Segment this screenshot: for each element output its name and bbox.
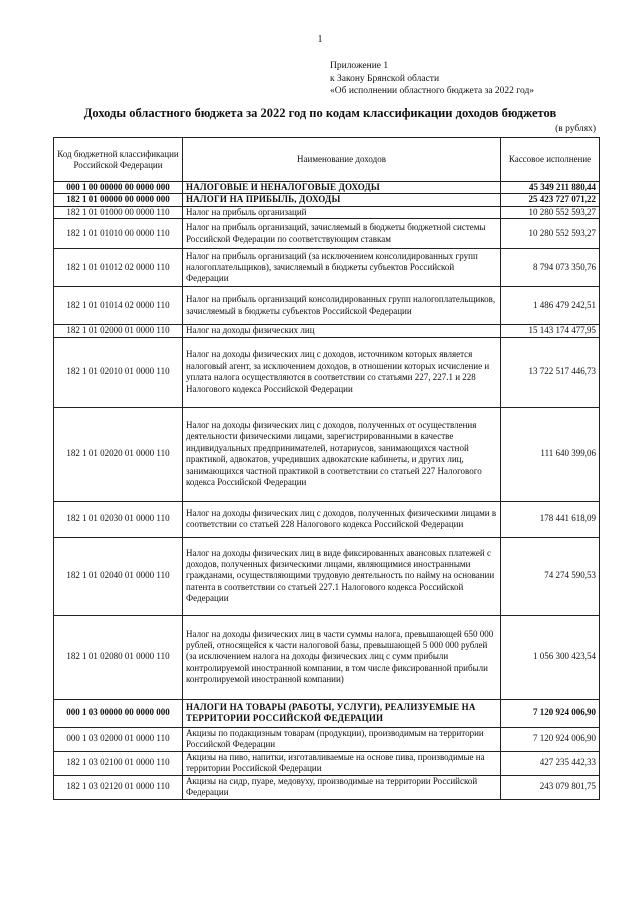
table-row: [54, 699, 600, 727]
row-code: 182 1 01 02040 01 0000 110: [54, 537, 183, 615]
header-amount: Кассовое исполнение: [501, 138, 600, 182]
row-code: 182 1 01 02010 01 0000 110: [54, 337, 183, 407]
row-code: 000 1 03 02000 01 0000 110: [54, 727, 183, 751]
table-row: [54, 537, 600, 615]
row-code: 182 1 01 01012 02 0000 110: [54, 249, 183, 287]
header-name: Наименование доходов: [183, 138, 501, 182]
row-code: 182 1 01 02000 01 0000 110: [54, 325, 183, 337]
row-amount: 7 120 924 006,90: [501, 699, 600, 727]
appendix-line-2: к Закону Брянской области: [330, 73, 440, 84]
row-amount: 243 079 801,75: [501, 775, 600, 799]
table-row: [54, 287, 600, 325]
row-amount: 111 640 399,06: [501, 407, 600, 501]
row-code: 182 1 01 01014 02 0000 110: [54, 287, 183, 325]
table-header-row: [54, 138, 600, 182]
row-amount: 1 056 300 423,54: [501, 615, 600, 699]
document-title: Доходы областного бюджета за 2022 год по кодам классификации доходов бюджетов: [83, 106, 557, 120]
appendix-line-3: «Об исполнении областного бюджета за 2022 год»: [330, 86, 535, 96]
revenue-table: [53, 137, 600, 800]
table-row: [54, 194, 600, 206]
table-row: [54, 206, 600, 218]
row-code: 000 1 03 00000 00 0000 000: [54, 699, 183, 727]
row-name: НАЛОГИ НА ТОВАРЫ (РАБОТЫ, УСЛУГИ), РЕАЛИЗУЕМЫЕ НА ТЕРРИТОРИИ РОССИЙСКОЙ ФЕДЕРАЦИИ: [183, 699, 501, 727]
row-name: Налог на доходы физических лиц с доходов, полученных от осуществления деятельности физическими лицами, зарегистрированными в качестве индивидуальных предпринимателей, нотариусов, занимающихся частной практикой, адвокатов, учредивших адвокатские кабинеты, и других лиц, занимающихся частной практикой в соответствии со статьей 227 Налогового кодекса Российской Федерации: [183, 407, 501, 501]
row-code: 182 1 03 02120 01 0000 110: [54, 775, 183, 799]
row-name: Акцизы на сидр, пуаре, медовуху, производимые на территории Российской Федерации: [183, 775, 501, 799]
table-row: [54, 182, 600, 194]
row-code: 182 1 03 02100 01 0000 110: [54, 751, 183, 775]
row-code: 182 1 01 02030 01 0000 110: [54, 501, 183, 537]
row-amount: 13 722 517 446,73: [501, 337, 600, 407]
table-row: [54, 249, 600, 287]
row-amount: 178 441 618,09: [501, 501, 600, 537]
row-amount: 1 486 479 242,51: [501, 287, 600, 325]
row-amount: 45 349 211 880,44: [501, 182, 600, 194]
table-row: [54, 219, 600, 249]
row-amount: 10 280 552 593,27: [501, 219, 600, 249]
row-name: Налог на доходы физических лиц: [183, 325, 501, 337]
table-row: [54, 727, 600, 751]
row-name: Акцизы на пиво, напитки, изготавливаемые на основе пива, производимые на территории Российской Федерации: [183, 751, 501, 775]
appendix-note: [330, 60, 534, 98]
row-name: НАЛОГИ НА ПРИБЫЛЬ, ДОХОДЫ: [183, 194, 501, 206]
row-name: Акцизы по подакцизным товарам (продукции), производимым на территории Российской Федерации: [183, 727, 501, 751]
table-row: [54, 501, 600, 537]
row-name: Налог на прибыль организаций консолидированных групп налогоплательщиков, зачисляемый в бюджеты субъектов Российской Федерации: [183, 287, 501, 325]
row-name: Налог на прибыль организаций: [183, 206, 501, 218]
row-amount: 74 274 590,53: [501, 537, 600, 615]
row-code: 182 1 01 01000 00 0000 110: [54, 206, 183, 218]
row-amount: 7 120 924 006,90: [501, 727, 600, 751]
row-amount: 8 794 073 350,76: [501, 249, 600, 287]
table-row: [54, 325, 600, 337]
row-amount: 10 280 552 593,27: [501, 206, 600, 218]
page-number: 1: [317, 34, 323, 45]
row-name: Налог на доходы физических лиц с доходов, источником которых является налоговый агент, за исключением доходов, в отношении которых исчисление и уплата налога осуществляются в соответствии со статьями 227, 227.1 и 228 Налогового кодекса Российской Федерации: [183, 337, 501, 407]
row-code: 182 1 01 01010 00 0000 110: [54, 219, 183, 249]
table-row: [54, 775, 600, 799]
row-code: 182 1 01 02020 01 0000 110: [54, 407, 183, 501]
table-row: [54, 751, 600, 775]
row-name: Налог на прибыль организаций (за исключением консолидированных групп налогоплательщиков), зачисляемый в бюджеты субъектов Российской Федерации: [183, 249, 501, 287]
units-note: (в рублях): [555, 124, 596, 134]
row-name: Налог на прибыль организаций, зачисляемый в бюджеты бюджетной системы Российской Федерации по соответствующим ставкам: [183, 219, 501, 249]
row-amount: 25 423 727 071,22: [501, 194, 600, 206]
row-code: 000 1 00 00000 00 0000 000: [54, 182, 183, 194]
table-row: [54, 615, 600, 699]
row-name: Налог на доходы физических лиц с доходов, полученных физическими лицами в соответствии со статьей 228 Налогового кодекса Российской Федерации: [183, 501, 501, 537]
row-amount: 427 235 442,33: [501, 751, 600, 775]
row-name: Налог на доходы физических лиц в виде фиксированных авансовых платежей с доходов, полученных физическими лицами, являющимися иностранными гражданами, осуществляющими трудовую деятельность по найму на основании патента в соответствии со статьей 227.1 Налогового кодекса Российской Федерации: [183, 537, 501, 615]
header-code: Код бюджетной классификации Российской Федерации: [54, 138, 183, 182]
row-name: НАЛОГОВЫЕ И НЕНАЛОГОВЫЕ ДОХОДЫ: [183, 182, 501, 194]
row-name: Налог на доходы физических лиц в части суммы налога, превышающей 650 000 рублей, относящейся к части налоговой базы, превышающей 5 000 000 рублей (за исключением налога на доходы физических лиц с сумм прибыли контролируемой иностранной компании, в том числе фиксированной прибыли контролируемой иностранной компании): [183, 615, 501, 699]
row-amount: 15 143 174 477,95: [501, 325, 600, 337]
row-code: 182 1 01 00000 00 0000 000: [54, 194, 183, 206]
appendix-line-1: Приложение 1: [330, 61, 389, 71]
row-code: 182 1 01 02080 01 0000 110: [54, 615, 183, 699]
table-row: [54, 407, 600, 501]
table-row: [54, 337, 600, 407]
